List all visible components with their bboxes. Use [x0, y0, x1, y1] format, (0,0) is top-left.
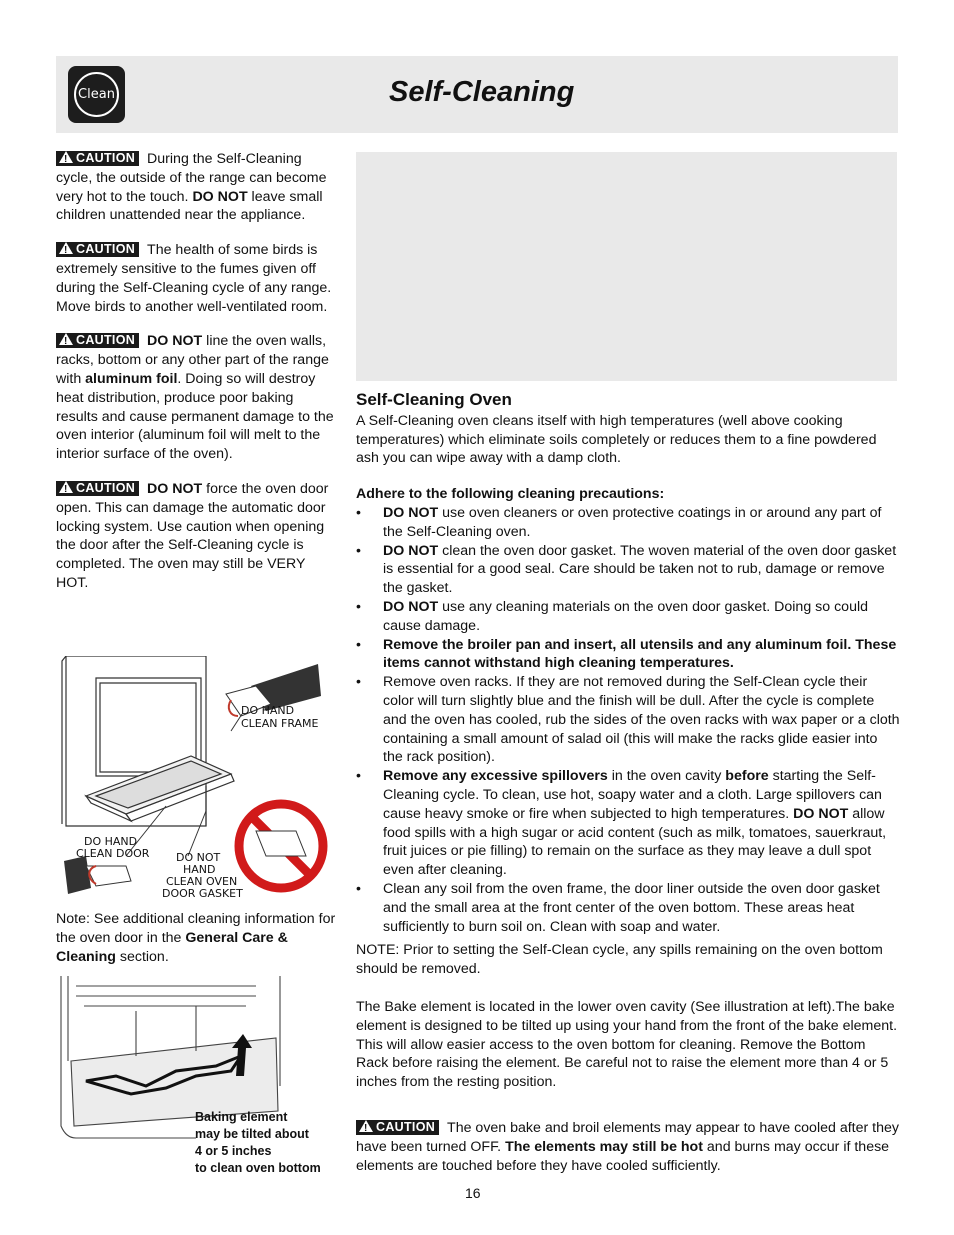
warning-triangle-icon: [59, 151, 73, 163]
list-item: • Clean any soil from the oven frame, the door liner outside the oven door gasket and the small area at the front center of the oven bottom. These areas heat sufficiently to burn soil on. Clean with soap and water.: [356, 880, 901, 936]
caution-door: !CAUTION DO NOT force the oven door open. This can damage the automatic door locking system. Use caution when opening the door after the Self-Cleaning cycle is completed. The oven may still be VERY HOT.: [56, 480, 338, 593]
label-gasket-2: HAND: [183, 863, 216, 876]
label-gasket-4: DOOR GASKET: [162, 887, 243, 900]
warning-triangle-icon: [59, 333, 73, 345]
warning-triangle-icon: [359, 1120, 373, 1132]
caution-badge: !CAUTION: [356, 1120, 439, 1135]
clean-icon-label: Clean: [74, 72, 119, 117]
intro-paragraph: A Self-Cleaning oven cleans itself with high temperatures (well above cooking temperatures) which eliminate soils completely or reduces them to a fine powdered ash you can wipe away with a damp cloth.: [356, 412, 877, 467]
warning-triangle-icon: [59, 242, 73, 254]
spills-note: NOTE: Prior to setting the Self-Clean cycle, any spills remaining on the oven bottom should be removed.: [356, 942, 883, 978]
self-cleaning-oven-section: [356, 391, 901, 1092]
caution-aluminum-foil: !CAUTION DO NOT line the oven walls, racks, bottom or any other part of the range with aluminum foil. Doing so will destroy heat distribution, produce poor baking results and cause permanent damage to the oven interior (aluminum foil will melt to the interior surface of the oven).: [56, 332, 338, 464]
bake-element-paragraph: The Bake element is located in the lower oven cavity (See illustration at left).The bake element is designed to be tilted up using your hand from the front of the bake element. This will allow easier access to the oven bottom for cleaning. Remove the Bottom Rack before raising the element. Be careful not to raise the element more than 4 or 5 inches from the resting position.: [356, 998, 898, 1091]
caution-birds: !CAUTION The health of some birds is extremely sensitive to the fumes given off during the Self-Cleaning cycle of any range. Move birds to another well-ventilated room.: [56, 241, 338, 316]
clean-icon: [68, 66, 125, 123]
precautions-list: [356, 504, 901, 936]
page-number: 16: [465, 1185, 481, 1201]
label-frame-2: CLEAN FRAME: [241, 717, 319, 730]
list-item: • Remove oven racks. If they are not removed during the Self-Clean cycle their color will turn slightly blue and the finish will be dull. After the cycle is complete and the oven has cooled, rub the sides of the oven racks with wax paper or a cloth containing a small amount of salad oil (this will make the racks glide easier into the rack position).: [356, 673, 901, 767]
list-item: • DO NOT clean the oven door gasket. The woven material of the oven door gasket is essential for a good seal. Care should be taken not to rub, damage or remove the gasket.: [356, 542, 901, 598]
precautions-heading: Adhere to the following cleaning precautions:: [356, 486, 665, 503]
list-item: • Remove any excessive spillovers in the oven cavity before starting the Self-Cleaning cycle. To clean, use hot, soapy water and a cloth. Large spillovers can cause heavy smoke or fire when subjected to high temperatures. DO NOT allow food spills with a high sugar or acid content (such as milk, tomatoes, sauerkraut, fruit juices or pie filling) to remain on the surface as they may leave a dull spot even after cleaning.: [356, 767, 901, 880]
label-door-1: DO HAND: [84, 835, 138, 848]
section-heading: Self-Cleaning Oven: [356, 390, 512, 409]
caution-badge: !CAUTION: [56, 333, 139, 348]
page-title: Self-Cleaning: [389, 76, 575, 108]
caution-hot-exterior: !CAUTION During the Self-Cleaning cycle, the outside of the range can become very hot to the touch. DO NOT leave small children unattended near the appliance.: [56, 150, 338, 225]
caution-badge: !CAUTION: [56, 242, 139, 257]
caution-elements-hot: !CAUTION The oven bake and broil elements may appear to have cooled after they have been turned OFF. The elements may still be hot and burns may occur if these elements are touched before they have cooled sufficiently.: [356, 1119, 901, 1176]
label-gasket-1: DO NOT: [176, 851, 221, 864]
caution-badge: !CAUTION: [56, 481, 139, 496]
oven-door-cleaning-illustration: [56, 656, 338, 906]
warning-triangle-icon: [59, 481, 73, 493]
door-note: Note: See additional cleaning information for the oven door in the General Care & Cleaning section.: [56, 911, 336, 965]
list-item: • DO NOT use oven cleaners or oven protective coatings in or around any part of the Self-Cleaning oven.: [356, 504, 901, 542]
caution-badge: !CAUTION: [56, 151, 139, 166]
label-gasket-3: CLEAN OVEN: [166, 875, 238, 888]
list-item: • DO NOT use any cleaning materials on the oven door gasket. Doing so could cause damage.: [356, 598, 901, 636]
label-frame-1: DO HAND: [241, 704, 295, 717]
page-header: [56, 56, 898, 133]
list-item: • Remove the broiler pan and insert, all utensils and any aluminum foil. These items cannot withstand high cleaning temperatures.: [356, 636, 901, 674]
shaded-panel: [356, 152, 897, 381]
bake-element-caption: Baking element may be tilted about 4 or 5 inches to clean oven bottom: [195, 1110, 321, 1175]
caution-column: [56, 150, 338, 609]
label-door-2: CLEAN DOOR: [76, 847, 150, 860]
